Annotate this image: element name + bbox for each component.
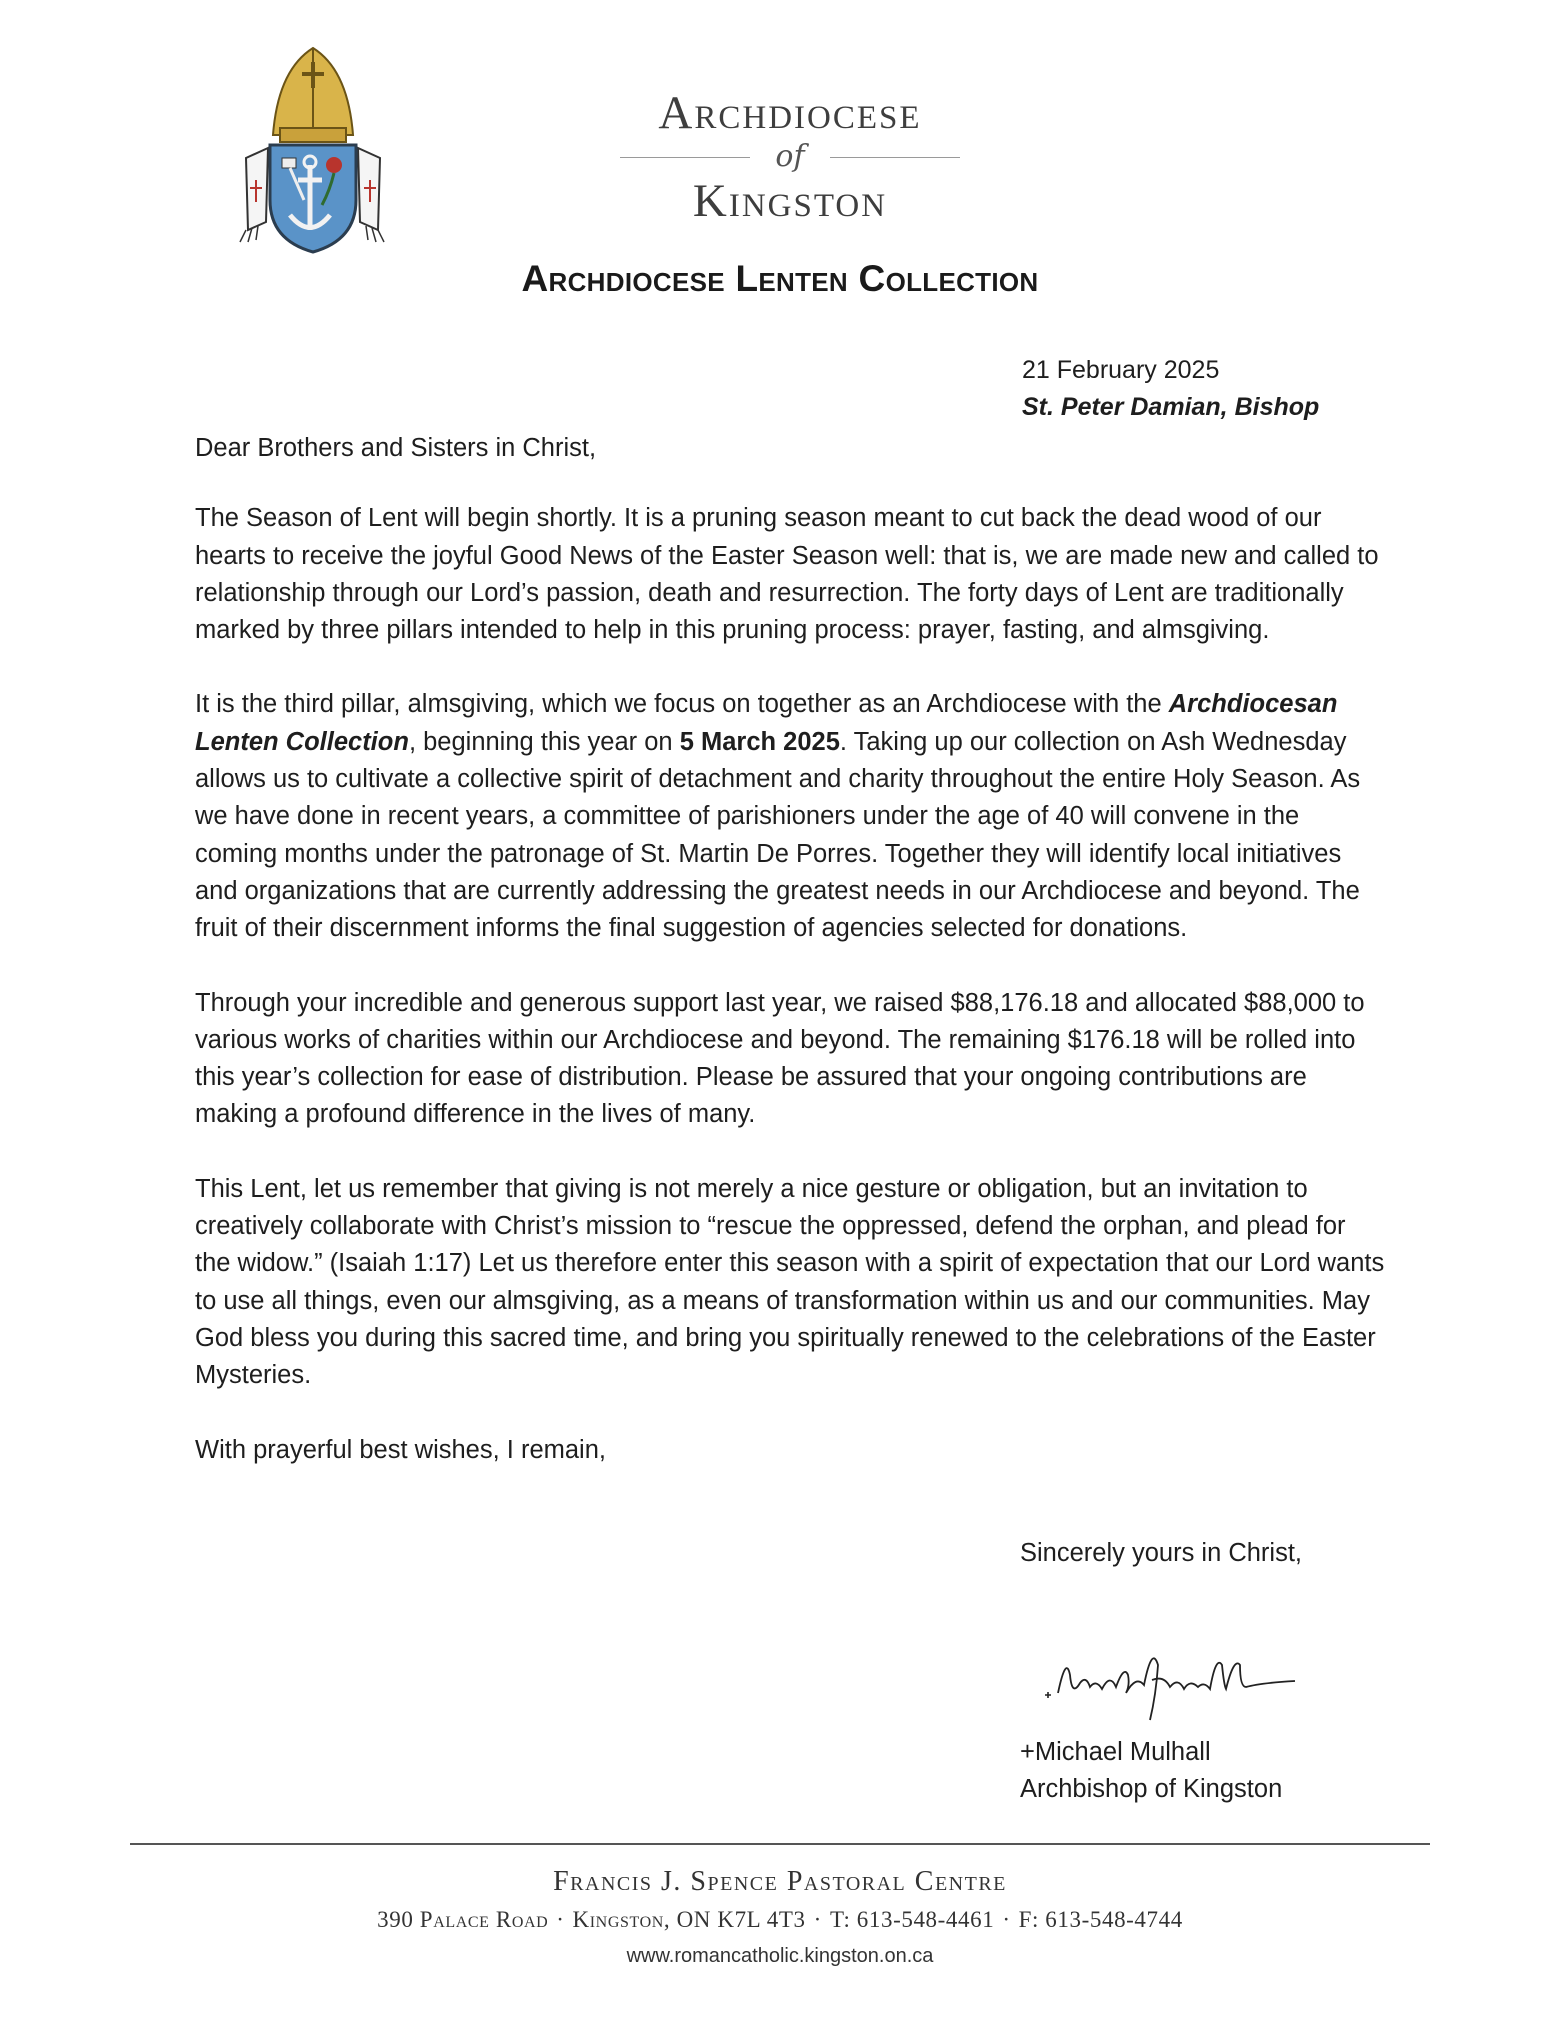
footer-divider bbox=[130, 1843, 1430, 1845]
signer-name: +Michael Mulhall bbox=[1020, 1738, 1211, 1766]
footer bbox=[0, 1862, 1560, 1974]
footer-phone: T: 613-548-4461 bbox=[829, 1907, 995, 1932]
footer-website-link[interactable]: www.romancatholic.kingston.on.ca bbox=[626, 1945, 934, 1967]
p2-text-e: . Taking up our collection on Ash Wednesday allows us to cultivate a collective spirit of detachment and charity throughout the entire Holy Season. As we have done in recent years, a committee of parishioners under the age of 40 will convene in the coming months under the patronage of St. Martin De Porres. Together they will identify local initiatives and organizations that are currently addressing the greatest needs in our Archdiocese and beyond. The fruit of their discernment informs the final suggestion of agencies selected for donations. bbox=[195, 727, 1361, 943]
letter-date: 21 February 2025 bbox=[1022, 356, 1220, 384]
collection-date: 5 March 2025 bbox=[679, 727, 840, 756]
signer-block bbox=[1020, 1734, 1282, 1808]
footer-fax: F: 613-548-4744 bbox=[1018, 1907, 1183, 1932]
feast-day: St. Peter Damian, Bishop bbox=[1022, 393, 1320, 421]
paragraph-1: The Season of Lent will begin shortly. It is a pruning season meant to cut back the dead wood of our hearts to receive the joyful Good News of the Easter Season well: that is, we are made new and called to relationship through our Lord’s passion, death and resurrection. The forty days of Lent are traditionally marked by three pillars intended to help in this pruning process: prayer, fasting, and almsgiving. bbox=[195, 504, 1379, 645]
footer-centre-name: Francis J. Spence Pastoral Centre bbox=[553, 1866, 1007, 1897]
p2-text-c: , beginning this year on bbox=[408, 727, 680, 756]
p2-text-a: It is the third pillar, almsgiving, which we focus on together as an Archdiocese with the bbox=[195, 690, 1169, 719]
paragraph-3: Through your incredible and generous support last year, we raised $88,176.18 and allocated $88,000 to various works of charities within our Archdiocese and beyond. The remaining $176.18 will be rolled into this year’s collection for ease of distribution. Please be assured that your ongoing contributions are making a profound difference in the lives of many. bbox=[195, 988, 1365, 1129]
footer-address-line: 390 Palace Road · Kingston, ON K7L 4T3 · T: 613-548-4461 · F: 613-548-4744 bbox=[377, 1907, 1183, 1932]
footer-address: 390 Palace Road bbox=[377, 1907, 549, 1932]
letter-body bbox=[195, 430, 1385, 1469]
divider-left bbox=[620, 157, 750, 158]
letterhead-divider bbox=[600, 140, 980, 174]
salutation: Dear Brothers and Sisters in Christ, bbox=[195, 434, 597, 462]
letterhead-line-1: Archdiocese bbox=[658, 87, 922, 139]
date-block bbox=[1022, 352, 1319, 426]
signer-title: Archbishop of Kingston bbox=[1020, 1775, 1283, 1803]
divider-right bbox=[830, 157, 960, 158]
document-title: Archdiocese Lenten Collection bbox=[521, 258, 1039, 299]
letterhead-title bbox=[600, 86, 980, 228]
closing-right: Sincerely yours in Christ, bbox=[1020, 1539, 1303, 1567]
paragraph-4: This Lent, let us remember that giving is not merely a nice gesture or obligation, but an invitation to creatively collaborate with Christ’s mission to “rescue the oppressed, defend the orphan, and plead for the widow.” (Isaiah 1:17) Let us therefore enter this season with a spirit of expectation that our Lord wants to use all things, even our almsgiving, as a means of transformation within us and our communities. May God bless you during this sacred time, and bring you spiritually renewed to the celebrations of the Easter Mysteries. bbox=[195, 1174, 1385, 1390]
collection-name: Archdiocesan Lenten Collection bbox=[195, 690, 1338, 756]
archdiocese-crest-icon bbox=[218, 40, 408, 255]
paragraph-2 bbox=[195, 686, 1385, 947]
closing-left: With prayerful best wishes, I remain, bbox=[195, 1435, 606, 1464]
footer-city: Kingston, ON K7L 4T3 bbox=[572, 1907, 806, 1932]
letterhead-of: of bbox=[775, 139, 805, 174]
signature bbox=[1040, 1635, 1300, 1730]
letterhead-line-2: Kingston bbox=[692, 175, 888, 227]
